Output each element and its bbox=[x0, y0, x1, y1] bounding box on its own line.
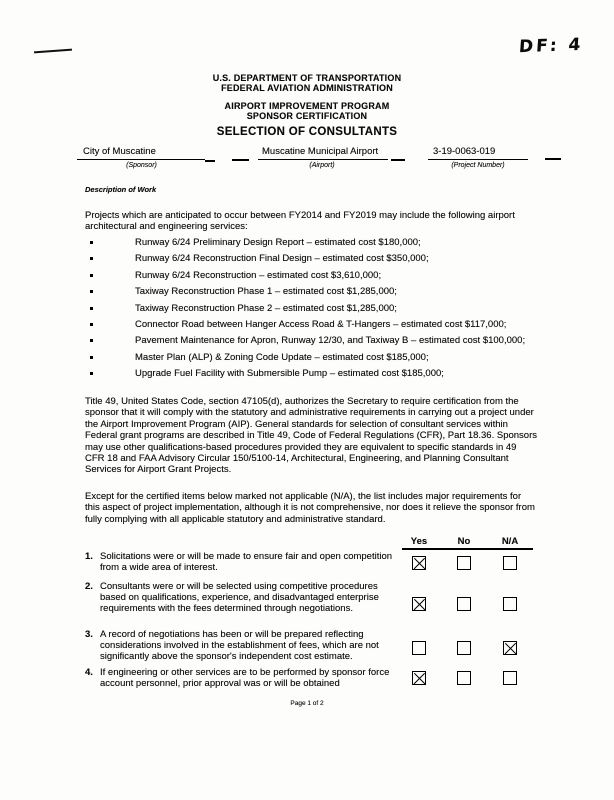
dept-line-2: FEDERAL AVIATION ADMINISTRATION bbox=[221, 83, 393, 93]
bullet-item bbox=[85, 352, 545, 368]
item-number: 2. bbox=[85, 581, 93, 592]
checkbox-na-item-3[interactable] bbox=[503, 641, 517, 655]
bullet-item bbox=[85, 270, 545, 286]
bullet-item bbox=[85, 286, 545, 302]
dept-line-1: U.S. DEPARTMENT OF TRANSPORTATION bbox=[212, 73, 402, 83]
checkbox-yes-item-1[interactable] bbox=[412, 556, 426, 570]
scan-dash-artifact bbox=[545, 158, 561, 160]
project-number-field: 3-19-0063-019 bbox=[428, 146, 528, 160]
bullet-icon bbox=[90, 290, 93, 293]
description-of-work-label: Description of Work bbox=[85, 185, 157, 194]
bullet-item bbox=[85, 237, 545, 253]
program-line-2: SPONSOR CERTIFICATION bbox=[246, 111, 368, 121]
intro-paragraph: Projects which are anticipated to occur between FY2014 and FY2019 may include the following airport architectural and engineering services: bbox=[85, 210, 515, 233]
bullet-text: Master Plan (ALP) & Zoning Code Update – estimated cost $185,000; bbox=[135, 351, 429, 363]
checkbox-no-item-3[interactable] bbox=[457, 641, 471, 655]
scan-dash-artifact bbox=[205, 160, 215, 162]
bullet-icon bbox=[90, 372, 93, 375]
title49-paragraph: Title 49, United States Code, section 47105(d), authorizes the Secretary to require certification from the sponsor that it will comply with the statutory and administrative requirements in carrying out a project under the Airport Improvement Program (AIP). General standards for selection of consultant services within Federal grant programs are described in Title 49, Code of Federal Regulations (CFR), Part 18.36. Sponsors may use other qualifications-based procedures provided they are equivalent to specific standards in 49 CFR 18 and FAA Advisory Circular 150/5100-14, Architectural, Engineering, and Planning Consultant Services for Airport Grant Projects. bbox=[85, 396, 538, 476]
bullet-icon bbox=[90, 323, 93, 326]
checklist-item-1 bbox=[85, 552, 545, 574]
column-header-yes: Yes bbox=[410, 536, 428, 547]
bullet-icon bbox=[90, 339, 93, 342]
checkbox-na-item-4[interactable] bbox=[503, 671, 517, 685]
bullet-icon bbox=[90, 307, 93, 310]
bullet-text: Runway 6/24 Reconstruction Final Design – estimated cost $350,000; bbox=[135, 253, 429, 265]
bullet-icon bbox=[90, 356, 93, 359]
bullet-icon bbox=[90, 241, 93, 244]
handwritten-note: DF: 4 bbox=[518, 34, 585, 58]
bullet-item bbox=[85, 303, 545, 319]
sponsor-field: City of Muscatine bbox=[77, 146, 205, 160]
checkbox-na-item-1[interactable] bbox=[503, 556, 517, 570]
item-number: 3. bbox=[85, 629, 93, 640]
handwritten-mark bbox=[34, 49, 72, 54]
bullet-item bbox=[85, 368, 545, 384]
airport-field: Muscatine Municipal Airport bbox=[258, 146, 388, 160]
checkbox-yes-item-3[interactable] bbox=[412, 641, 426, 655]
column-header-no: No bbox=[457, 536, 471, 547]
checkbox-no-item-4[interactable] bbox=[457, 671, 471, 685]
bullet-text: Taxiway Reconstruction Phase 1 – estimated cost $1,285,000; bbox=[135, 286, 397, 298]
item-text: Solicitations were or will be made to ensure fair and open competition from a wide area of interest. bbox=[100, 551, 393, 573]
except-paragraph: Except for the certified items below marked not applicable (N/A), the list includes major requirements for this aspect of project implementation, although it is not comprehensive, nor does it relieve the sponsor from fully complying with all applicable statutory and administrative standard. bbox=[85, 491, 535, 525]
services-bullet-list bbox=[85, 237, 545, 385]
scan-dash-artifact bbox=[232, 159, 249, 161]
bullet-text: Runway 6/24 Preliminary Design Report – estimated cost $180,000; bbox=[135, 237, 421, 248]
item-number: 4. bbox=[85, 667, 93, 678]
column-header-na: N/A bbox=[501, 536, 519, 547]
item-text: Consultants were or will be selected using competitive procedures based on qualifications, experience, and disadvantaged enterprise requirements with the fees determined through negotiations. bbox=[100, 581, 379, 614]
item-text: A record of negotiations has been or will be prepared reflecting considerations involved in the establishment of fees, which are not significantly above the sponsor's independent cost estimate. bbox=[100, 629, 379, 662]
bullet-text: Upgrade Fuel Facility with Submersible Pump – estimated cost $185,000; bbox=[135, 368, 444, 380]
program-line-1: AIRPORT IMPROVEMENT PROGRAM bbox=[224, 101, 390, 111]
checkbox-no-item-2[interactable] bbox=[457, 597, 471, 611]
bullet-text: Connector Road between Hanger Access Road & T-Hangers – estimated cost $117,000; bbox=[135, 318, 507, 330]
bullet-text: Taxiway Reconstruction Phase 2 – estimated cost $1,285,000; bbox=[135, 302, 397, 314]
checkbox-yes-item-2[interactable] bbox=[412, 597, 426, 611]
checklist-item-3 bbox=[85, 630, 545, 662]
bullet-icon bbox=[90, 257, 93, 260]
project-number-label: (Project Number) bbox=[451, 162, 505, 169]
checkbox-no-item-1[interactable] bbox=[457, 556, 471, 570]
checkbox-na-item-2[interactable] bbox=[503, 597, 517, 611]
item-text: If engineering or other services are to be performed by sponsor force account personnel, prior approval was or will be obtained bbox=[100, 667, 390, 689]
bullet-text: Runway 6/24 Reconstruction – estimated cost $3,610,000; bbox=[135, 269, 382, 281]
column-header-underline bbox=[402, 548, 533, 550]
bullet-item bbox=[85, 253, 545, 269]
page-number: Page 1 of 2 bbox=[290, 700, 324, 707]
bullet-item bbox=[85, 319, 545, 335]
checklist-item-4 bbox=[85, 668, 545, 690]
bullet-text: Pavement Maintenance for Apron, Runway 12/30, and Taxiway B – estimated cost $100,000; bbox=[135, 335, 526, 347]
bullet-icon bbox=[90, 274, 93, 277]
checkbox-yes-item-4[interactable] bbox=[412, 671, 426, 685]
checklist-item-2 bbox=[85, 582, 545, 614]
bullet-item bbox=[85, 335, 545, 351]
scan-dash-artifact bbox=[391, 159, 405, 161]
sponsor-label: (Sponsor) bbox=[126, 162, 157, 169]
item-number: 1. bbox=[85, 551, 93, 562]
page-title: SELECTION OF CONSULTANTS bbox=[216, 126, 398, 138]
airport-label: (Airport) bbox=[309, 162, 335, 169]
